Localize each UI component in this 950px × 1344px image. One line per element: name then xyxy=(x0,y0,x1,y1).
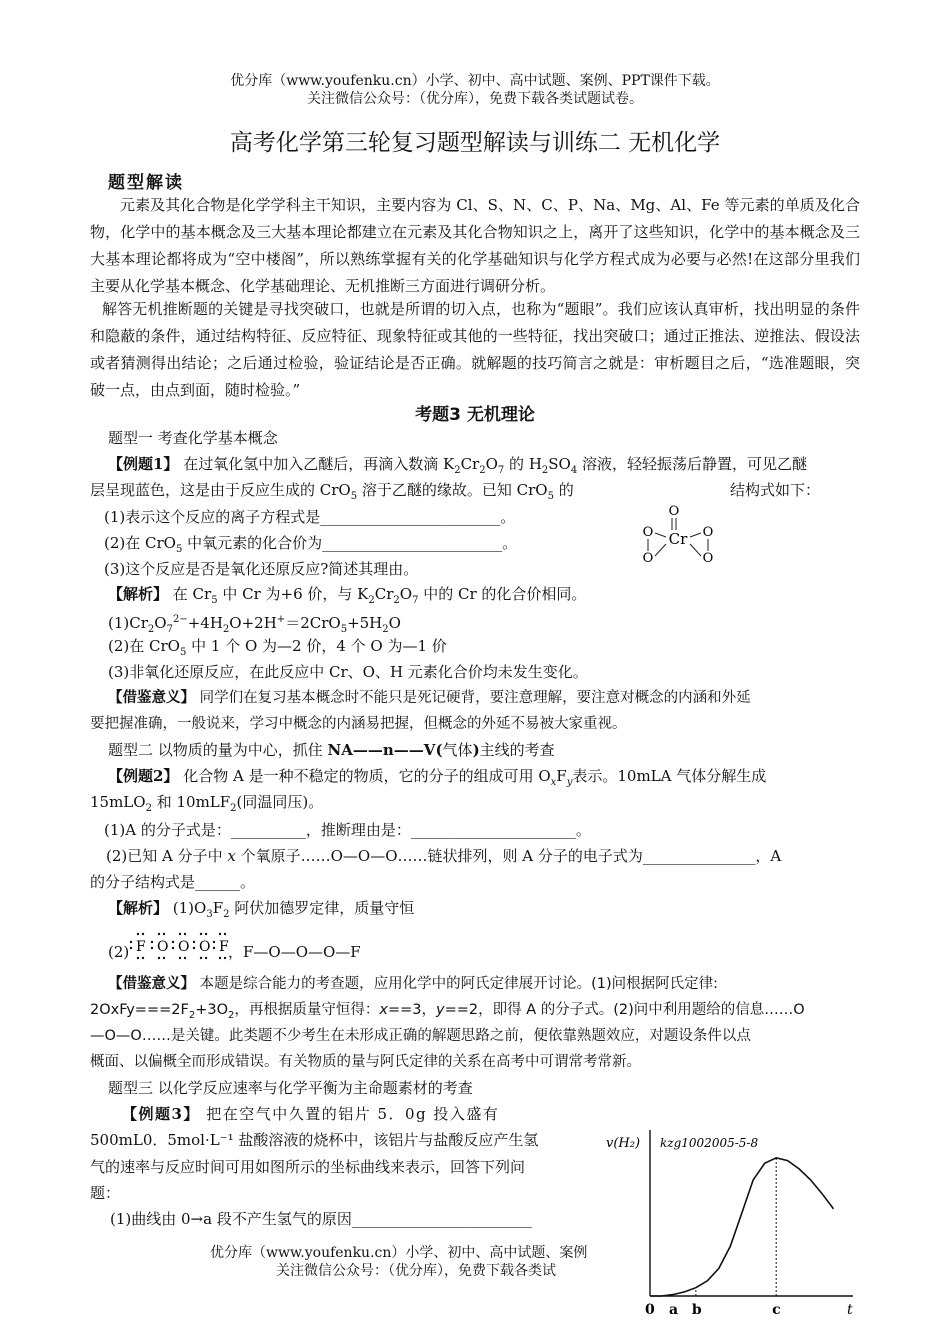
struct-o-ul: O xyxy=(642,525,654,540)
example1-text-d: 溶于乙醚的缘故。已知 CrO xyxy=(357,481,548,499)
type3-title: 题型三 以化学反应速率与化学平衡为主命题素材的考查 xyxy=(108,1079,473,1097)
intro-paragraph-2: 解答无机推断题的关键是寻找突破口，也就是所谓的切入点，也称为“题眼”。我们应该认真审析，找出明显的条件和隐蔽的条件，通过结构特征、反应特征、现象特征或其他的一些特征，找出突破口；通过正推法、逆推法、假设法或者猜测得出结论；之后通过检验，验证结论是否正确。就解题的技巧简言之就是：审析题目之后，“选准题眼，突破一点，由点到面，随时检验。” xyxy=(90,300,860,399)
intro-paragraph-1: 元素及其化合物是化学学科主干知识，主要内容为 Cl、S、N、C、P、Na、Mg、Al、Fe 等元素的单质及化合物，化学中的基本概念及三大基本理论都建立在元素及其化合物知识之上，离开了这些知识，化学中的基本概念及三大基本理论都将成为“空中楼阁”，所以熟练掌握有关的化学基础知识与化学方程式成为必要与必然!在这部分里我们主要从化学基本概念、化学基础理论、无机推断三方面进行调研分析。 xyxy=(90,196,860,295)
chart-origin-label: 0 xyxy=(645,1302,655,1318)
example1-line2: 层呈现蓝色，这是由于反应生成的 CrO$_5$ 溶于乙醚的缘故。已知 CrO$_5$ 的 xyxy=(90,481,574,502)
cro5-structure-diagram xyxy=(630,496,720,568)
chart-y-label: v(H₂) xyxy=(606,1136,641,1151)
example1-text-c: 层呈现蓝色，这是由于反应生成的 CrO xyxy=(90,481,351,499)
edot-atom-5: F xyxy=(219,939,229,955)
q2-2-cont: 的分子结构式是______。 xyxy=(90,873,256,891)
site-header-line1: 优分库（www.youfenku.cn）小学、初中、高中试题、案例、PPT课件下载。 xyxy=(230,73,720,89)
type1-title: 题型一 考查化学基本概念 xyxy=(108,429,278,447)
q1-1: (1)表示这个反应的离子方程式是________________________。 xyxy=(104,508,516,526)
answer2-2: (2) xyxy=(108,943,130,961)
example1-text-e: 的 xyxy=(553,481,574,499)
q2-1: (1)A 的分子式是：__________，推断理由是：______________________。 xyxy=(104,821,591,839)
exam-heading: 考题3 无机理论 xyxy=(415,405,535,425)
chart-x-mark-c: c xyxy=(772,1302,781,1318)
significance1-line2: 要把握准确，一般说来，学习中概念的内涵易把握，但概念的外延不易被大家重视。 xyxy=(90,716,627,732)
answer1-1: $(1)Cr_2O_7^{2-}+4H_2O+2H^+=2CrO_5+5H_2O$ xyxy=(108,614,401,635)
hydrogen-rate-chart xyxy=(600,1118,860,1318)
chart-series-line xyxy=(650,1158,834,1296)
answer2-2-structure: ，F—O—O—O—F xyxy=(228,943,361,961)
edot-atom-2: O xyxy=(157,939,169,955)
struct-o-top: O xyxy=(668,504,680,519)
significance2-line3: —O—O……是关键。此类题不少考生在未形成正确的解题思路之前，便依靠熟题效应，对题设条件以点 xyxy=(90,1028,751,1044)
edot-atom-1: F xyxy=(136,939,146,955)
electron-dot-formula xyxy=(126,928,229,964)
answer1-3: (3)非氧化还原反应，在此反应中 Cr、O、H 元素化合价均未发生变化。 xyxy=(108,663,588,681)
site-footer-line2: 关注微信公众号：（优分库），免费下载各类试 xyxy=(276,1263,556,1279)
chart-x-mark-a: a xyxy=(668,1302,679,1318)
q1-3: (3)这个反应是否是氧化还原反应?简述其理由。 xyxy=(104,560,419,578)
significance2-line1: 【借鉴意义】 本题是综合能力的考查题，应用化学中的阿氏定律展开讨论。(1)问根据阿氏定律: xyxy=(108,976,719,992)
example2-line1: 【例题2】 化合物 A 是一种不稳定的物质，它的分子的组成可用 $O_xF_y$表示。10mLA 气体分解生成 xyxy=(108,767,767,788)
significance2-line4: 概面、以偏概全而形成错误。有关物质的量与阿氏定律的关系在高考中可谓常考常新。 xyxy=(90,1054,641,1070)
q2-2: (2)已知 A 分子中 x 个氧原子……O—O—O……链状排列，则 A 分子的电子式为_______________，A xyxy=(106,847,782,865)
q3-1: (1)曲线由 0→a 段不产生氢气的原因________________________ xyxy=(110,1210,532,1228)
struct-cr: Cr xyxy=(668,530,688,548)
answer2-1: 【解析】 $(1)O_3F_2$ 阿伏加德罗定律，质量守恒 xyxy=(108,899,415,920)
edot-atom-3: O xyxy=(178,939,190,955)
example2-line2: 15mLO$_2$ 和 10mLF$_2$(同温同压)。 xyxy=(90,793,324,814)
example3-line1: 【例题3】 把在空气中久置的铝片 5．0g 投入盛有 xyxy=(122,1105,500,1123)
struct-o-ll: O xyxy=(642,551,654,566)
edot-atom-4: O xyxy=(199,939,211,955)
example3-line2: 500mL0．5mol·L⁻¹ 盐酸溶液的烧杯中，该铝片与盐酸反应产生氢 xyxy=(90,1131,539,1149)
example1-line1: 【例题1】 在过氧化氢中加入乙醚后，再滴入数滴 $K_2Cr_2O_7$ 的 $H_2SO_4$ 溶液，轻轻振荡后静置，可见乙醚 xyxy=(108,455,808,476)
example1-text-f: 结构式如下： xyxy=(730,481,821,499)
chart-x-label: t xyxy=(847,1302,853,1318)
example3-line4: 题： xyxy=(90,1184,121,1202)
answer1-intro: 【解析】 在 $Cr_5$ 中 Cr 为+6 价，与 $K_2Cr_2O_7$ 中的 Cr 的化合价相同。 xyxy=(108,585,587,606)
struct-o-ur: O xyxy=(702,525,714,540)
q1-2: (2)在 CrO$_5$ 中氧元素的化合价为________________________。 xyxy=(104,534,518,555)
struct-o-lr: O xyxy=(702,551,714,566)
example1-text-a: 在过氧化氢中加入乙醚后，再滴入数滴 K xyxy=(178,455,455,473)
document-title: 高考化学第三轮复习题型解读与训练二 无机化学 xyxy=(229,130,721,156)
section-heading: 题型解读 xyxy=(108,173,184,193)
answer1-label: 【解析】 xyxy=(108,585,169,603)
significance1-line1: 【借鉴意义】 同学们在复习基本概念时不能只是死记硬背，要注意理解，要注意对概念的内涵和外延 xyxy=(108,690,751,706)
chart-x-mark-b: b xyxy=(691,1302,702,1318)
type2-title: 题型二 以物质的量为中心，抓住 NA——n——V(气体)主线的考查 xyxy=(108,741,555,759)
answer1-2: (2)在 CrO$_5$ 中 1 个 O 为—2 价，4 个 O 为—1 价 xyxy=(108,637,447,658)
significance2-line2: $2OxFy===2F_2+3O_2$，再根据质量守恒得：x==3，y==2，即得 A 的分子式。(2)问中利用题给的信息……O xyxy=(90,1002,805,1021)
chart-watermark: kzg1002005-5-8 xyxy=(660,1136,759,1150)
example1-label: 【例题1】 xyxy=(108,455,179,473)
example3-line3: 气的速率与反应时间可用如图所示的坐标曲线来表示，回答下列问 xyxy=(90,1158,526,1176)
site-header-line2: 关注微信公众号：（优分库），免费下载各类试题试卷。 xyxy=(307,91,643,107)
example1-text-b: 溶液，轻轻振荡后静置，可见乙醚 xyxy=(577,455,808,473)
site-footer-line1: 优分库（www.youfenku.cn）小学、初中、高中试题、案例 xyxy=(210,1245,588,1261)
